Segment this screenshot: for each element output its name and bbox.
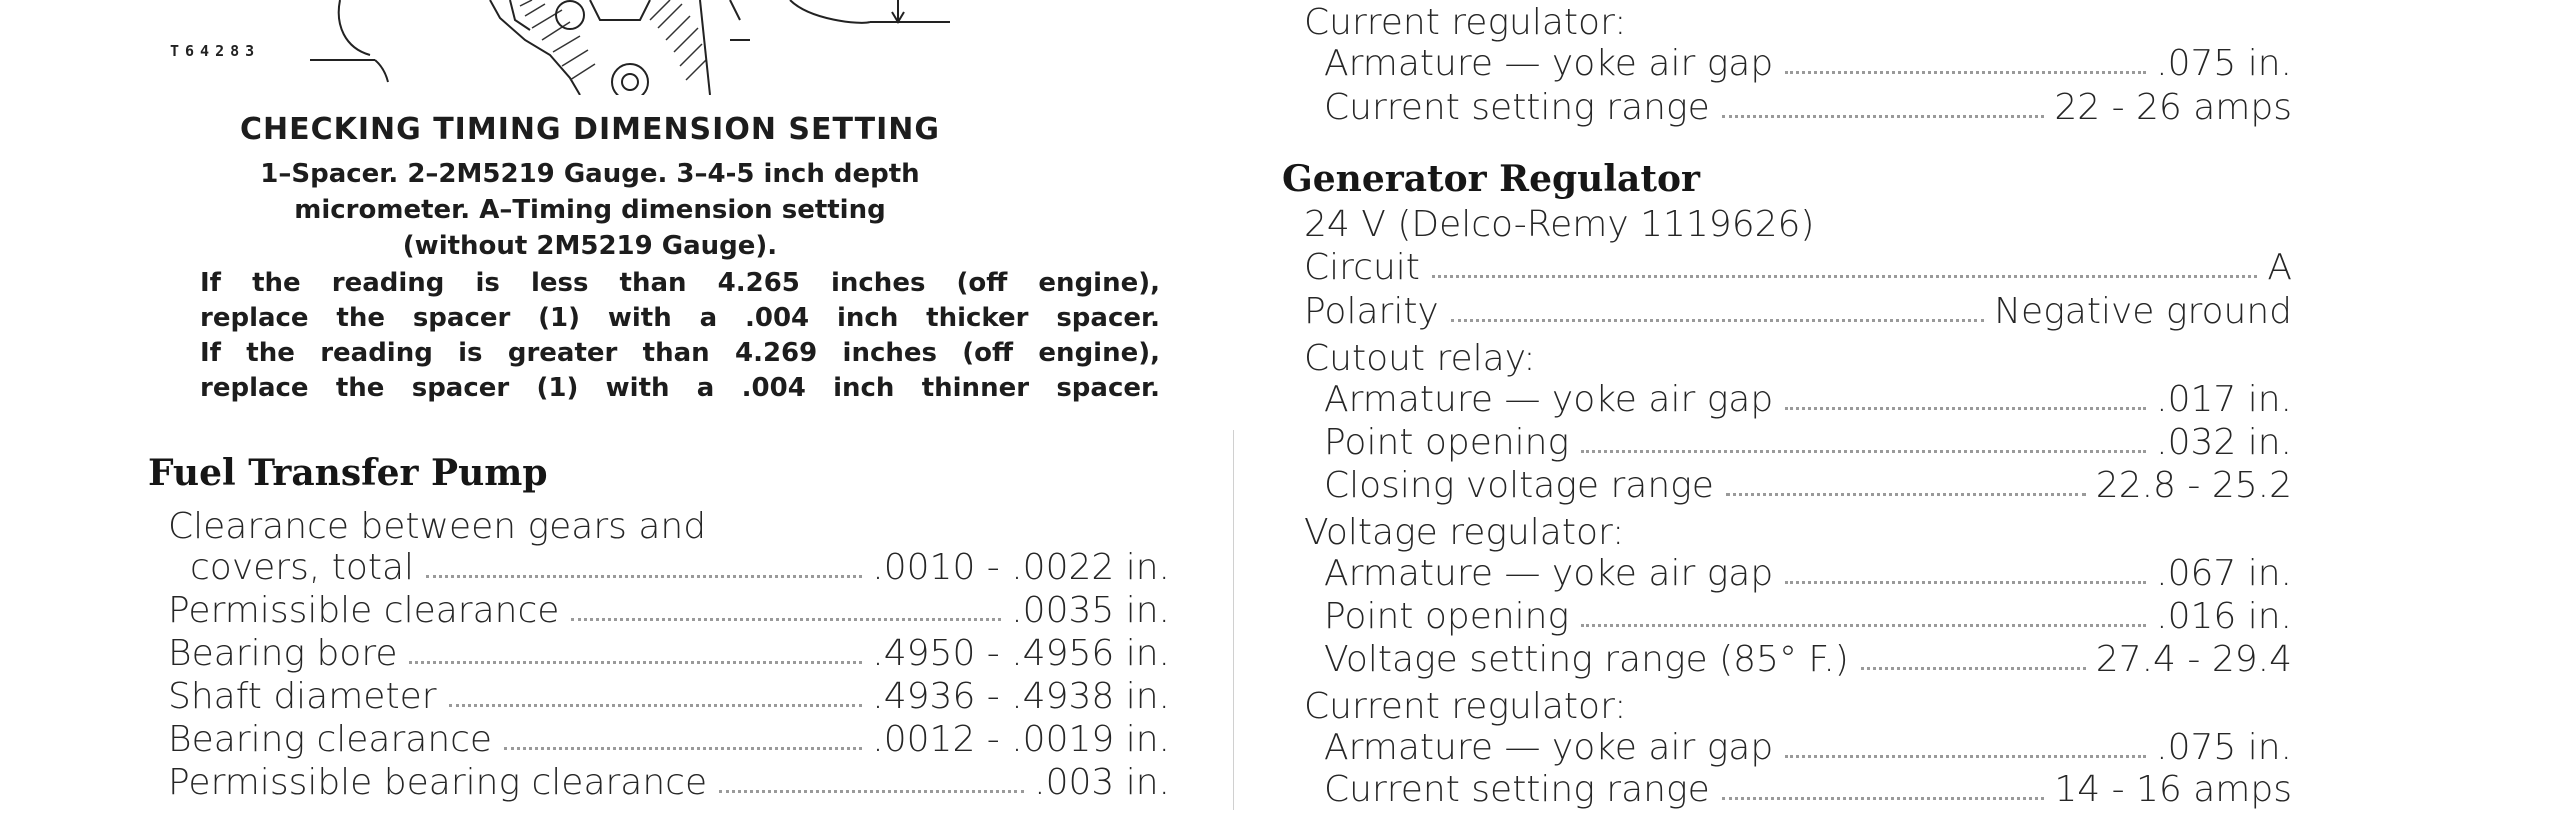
spec-label: Current regulator: [1304, 686, 1627, 727]
spec-row [1324, 419, 2292, 463]
spec-label: Cutout relay: [1304, 338, 1536, 379]
spec-row [168, 587, 1170, 631]
note-line: replace the spacer (1) with a .004 inch thinner spacer. [200, 373, 1160, 403]
leader-dots [1432, 275, 2257, 278]
caption-line: 1–Spacer. 2–2M5219 Gauge. 3–4-5 inch depth [260, 159, 920, 189]
spec-row [1324, 550, 2292, 594]
timing-diagram-drawing [170, 0, 970, 95]
leader-dots [1722, 797, 2045, 800]
leader-dots [426, 575, 862, 578]
spec-label: Closing voltage range [1324, 465, 1714, 506]
leader-dots [1785, 407, 2146, 410]
spec-value: 22.8 - 25.2 [2095, 465, 2292, 506]
leader-dots [1861, 667, 2086, 670]
spec-label: covers, total [190, 547, 415, 588]
spec-label: Circuit [1304, 247, 1420, 288]
spec-row [1324, 724, 2292, 768]
spec-label: Armature — yoke air gap [1324, 727, 1774, 768]
spec-row [1324, 593, 2292, 637]
spec-label: Armature — yoke air gap [1324, 553, 1774, 594]
leader-dots [1581, 450, 2146, 453]
spec-label: Point opening [1324, 596, 1570, 637]
figure-caption-note [200, 266, 1160, 406]
spec-label: Permissible clearance [168, 590, 560, 631]
spec-label: Bearing bore [168, 633, 398, 674]
spec-value: .017 in. [2156, 379, 2292, 420]
spec-label: Bearing clearance [168, 719, 493, 760]
spec-value: .4950 - .4956 in. [872, 633, 1170, 674]
figure-caption-title: CHECKING TIMING DIMENSION SETTING [240, 112, 940, 147]
spec-label: Polarity [1304, 291, 1439, 332]
spec-row [1304, 244, 2292, 288]
spec-row [168, 716, 1170, 760]
spec-value: .067 in. [2156, 553, 2292, 594]
leader-dots [1722, 115, 2045, 118]
spec-label: Voltage regulator: [1304, 512, 1625, 553]
spec-label: Clearance between gears and [168, 506, 707, 547]
leader-dots [504, 747, 862, 750]
spec-row [1324, 40, 2292, 84]
spec-row [168, 673, 1170, 717]
column-divider [1233, 430, 1234, 810]
leader-dots [719, 790, 1024, 793]
spec-row [1304, 288, 2292, 332]
spec-value: .003 in. [1034, 762, 1170, 803]
spec-value: .016 in. [2156, 596, 2292, 637]
spec-label: Voltage setting range (85° F.) [1324, 639, 1849, 680]
leader-dots [1726, 493, 2086, 496]
spec-label: Current setting range [1324, 769, 1710, 810]
spec-row [168, 630, 1170, 674]
spec-value: .032 in. [2156, 422, 2292, 463]
spec-row [1324, 462, 2292, 506]
figure-code: T64283 [170, 42, 261, 60]
caption-line: micrometer. A–Timing dimension setting [294, 195, 886, 225]
spec-value: .075 in. [2156, 43, 2292, 84]
spec-label: Point opening [1324, 422, 1570, 463]
generator-regulator-heading: Generator Regulator [1282, 158, 1700, 200]
caption-line: (without 2M5219 Gauge). [402, 231, 778, 261]
leader-dots [1581, 624, 2146, 627]
spec-row [1324, 636, 2292, 680]
spec-value: 22 - 26 amps [2054, 87, 2292, 128]
leader-dots [1451, 319, 1984, 322]
spec-value: Negative ground [1994, 291, 2292, 332]
spec-value: A [2267, 247, 2292, 288]
note-line: If the reading is less than 4.265 inches (off engine), [200, 268, 1160, 298]
fuel-transfer-pump-heading: Fuel Transfer Pump [148, 452, 548, 494]
leader-dots [409, 661, 862, 664]
leader-dots [1785, 581, 2146, 584]
regulator-model: 24 V (Delco-Remy 1119626) [1304, 204, 1815, 245]
spec-value: 14 - 16 amps [2054, 769, 2292, 810]
timing-figure [170, 0, 970, 95]
spec-row [1324, 766, 2292, 810]
leader-dots [1785, 755, 2146, 758]
note-line: replace the spacer (1) with a .004 inch thicker spacer. [200, 303, 1160, 333]
figure-caption-legend [140, 156, 1040, 264]
spec-row [1324, 376, 2292, 420]
spec-label: Permissible bearing clearance [168, 762, 708, 803]
spec-value: .0010 - .0022 in. [872, 547, 1170, 588]
spec-value: .4936 - .4938 in. [872, 676, 1170, 717]
spec-value: .075 in. [2156, 727, 2292, 768]
spec-value: .0035 in. [1011, 590, 1170, 631]
leader-dots [571, 618, 1001, 621]
spec-value: .0012 - .0019 in. [872, 719, 1170, 760]
leader-dots [449, 704, 863, 707]
spec-label: Armature — yoke air gap [1324, 43, 1774, 84]
note-line: If the reading is greater than 4.269 inches (off engine), [200, 338, 1160, 368]
spec-label: Armature — yoke air gap [1324, 379, 1774, 420]
spec-value: 27.4 - 29.4 [2095, 639, 2292, 680]
spec-row [190, 544, 1170, 588]
spec-row [1324, 84, 2292, 128]
spec-label: Current setting range [1324, 87, 1710, 128]
leader-dots [1785, 71, 2146, 74]
spec-row [168, 759, 1170, 803]
spec-label: Shaft diameter [168, 676, 437, 717]
spec-label: Current regulator: [1304, 2, 1627, 43]
